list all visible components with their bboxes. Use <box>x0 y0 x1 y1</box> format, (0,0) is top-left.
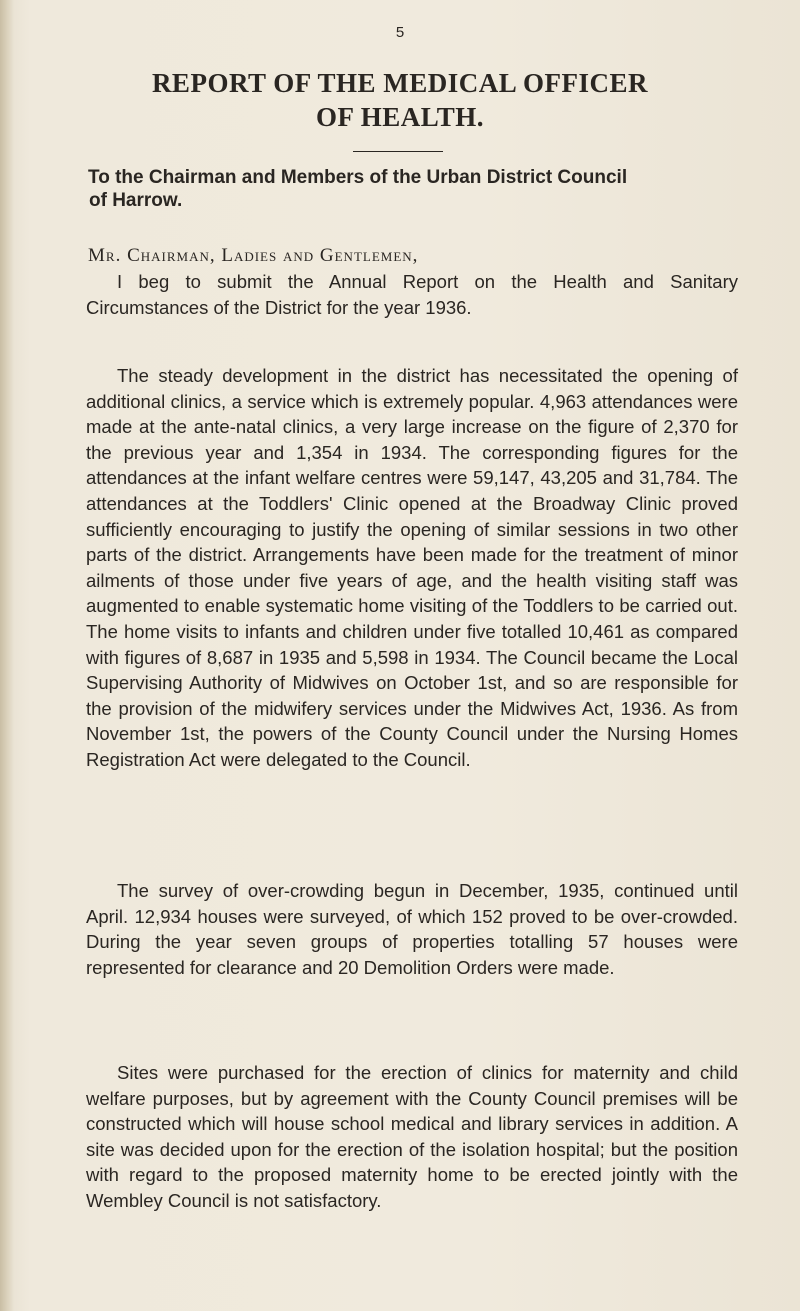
page-binding-edge <box>0 0 14 1311</box>
salutation: Mr. Chairman, Ladies and Gentlemen, <box>88 245 419 266</box>
addressee-line-1: To the Chairman and Members of the Urban District Council <box>88 167 628 188</box>
paragraph-3: The survey of over-crowding begun in December, 1935, continued until April. 12,934 houses were surveyed, of which 152 proved to be over-crowded. During the year seven groups of properties totalling 57 houses were represented for clearance and 20 Demolition Orders were made. <box>86 880 738 978</box>
paragraph-1-container <box>86 269 738 320</box>
report-title-line-1: REPORT OF THE MEDICAL OFFICER <box>151 68 649 98</box>
page-number: 5 <box>395 24 405 41</box>
paragraph-3-container <box>86 878 738 980</box>
report-title <box>60 66 740 134</box>
paragraph-4-container <box>86 1060 738 1214</box>
report-title-line-2: OF HEALTH. <box>315 102 485 132</box>
addressee-line-2: of Harrow. <box>89 190 183 211</box>
paragraph-4: Sites were purchased for the erection of clinics for maternity and child welfare purposes, but by agreement with the County Council premises will be constructed which will house school medical and library services in addition. A site was decided upon for the erection of the isolation hospital; but the position with regard to the proposed maternity home to be erected jointly with the Wembley Council is not satisfactory. <box>86 1062 738 1211</box>
title-divider <box>353 151 443 152</box>
paragraph-1: I beg to submit the Annual Report on the Health and Sanitary Circumstances of the District for the year 1936. <box>86 271 738 318</box>
paragraph-2: The steady development in the district has necessitated the opening of additional clinics, a service which is extremely popular. 4,963 attendances were made at the ante-natal clinics, a very large increase on the figure of 2,370 for the previous year and 1,354 in 1934. The corresponding figures for the attendances at the infant welfare centres were 59,147, 43,205 and 31,784. The attendances at the Toddlers' Clinic opened at the Broadway Clinic proved sufficiently encouraging to justify the opening of similar sessions in two other parts of the district. Arrangements have been made for the treatment of minor ailments of those under five years of age, and the health visiting staff was augmented to enable systematic home visiting of the Toddlers to be carried out. The home visits to infants and children under five totalled 10,461 as compared with figures of 8,687 in 1935 and 5,598 in 1934. The Council became the Local Supervising Authority of Midwives on October 1st, and so are responsible for the provision of the midwifery services under the Midwives Act, 1936. As from November 1st, the powers of the County Council under the Nursing Homes Registration Act were delegated to the Council. <box>86 365 738 770</box>
paragraph-2-container <box>86 363 738 773</box>
addressee <box>88 166 748 212</box>
